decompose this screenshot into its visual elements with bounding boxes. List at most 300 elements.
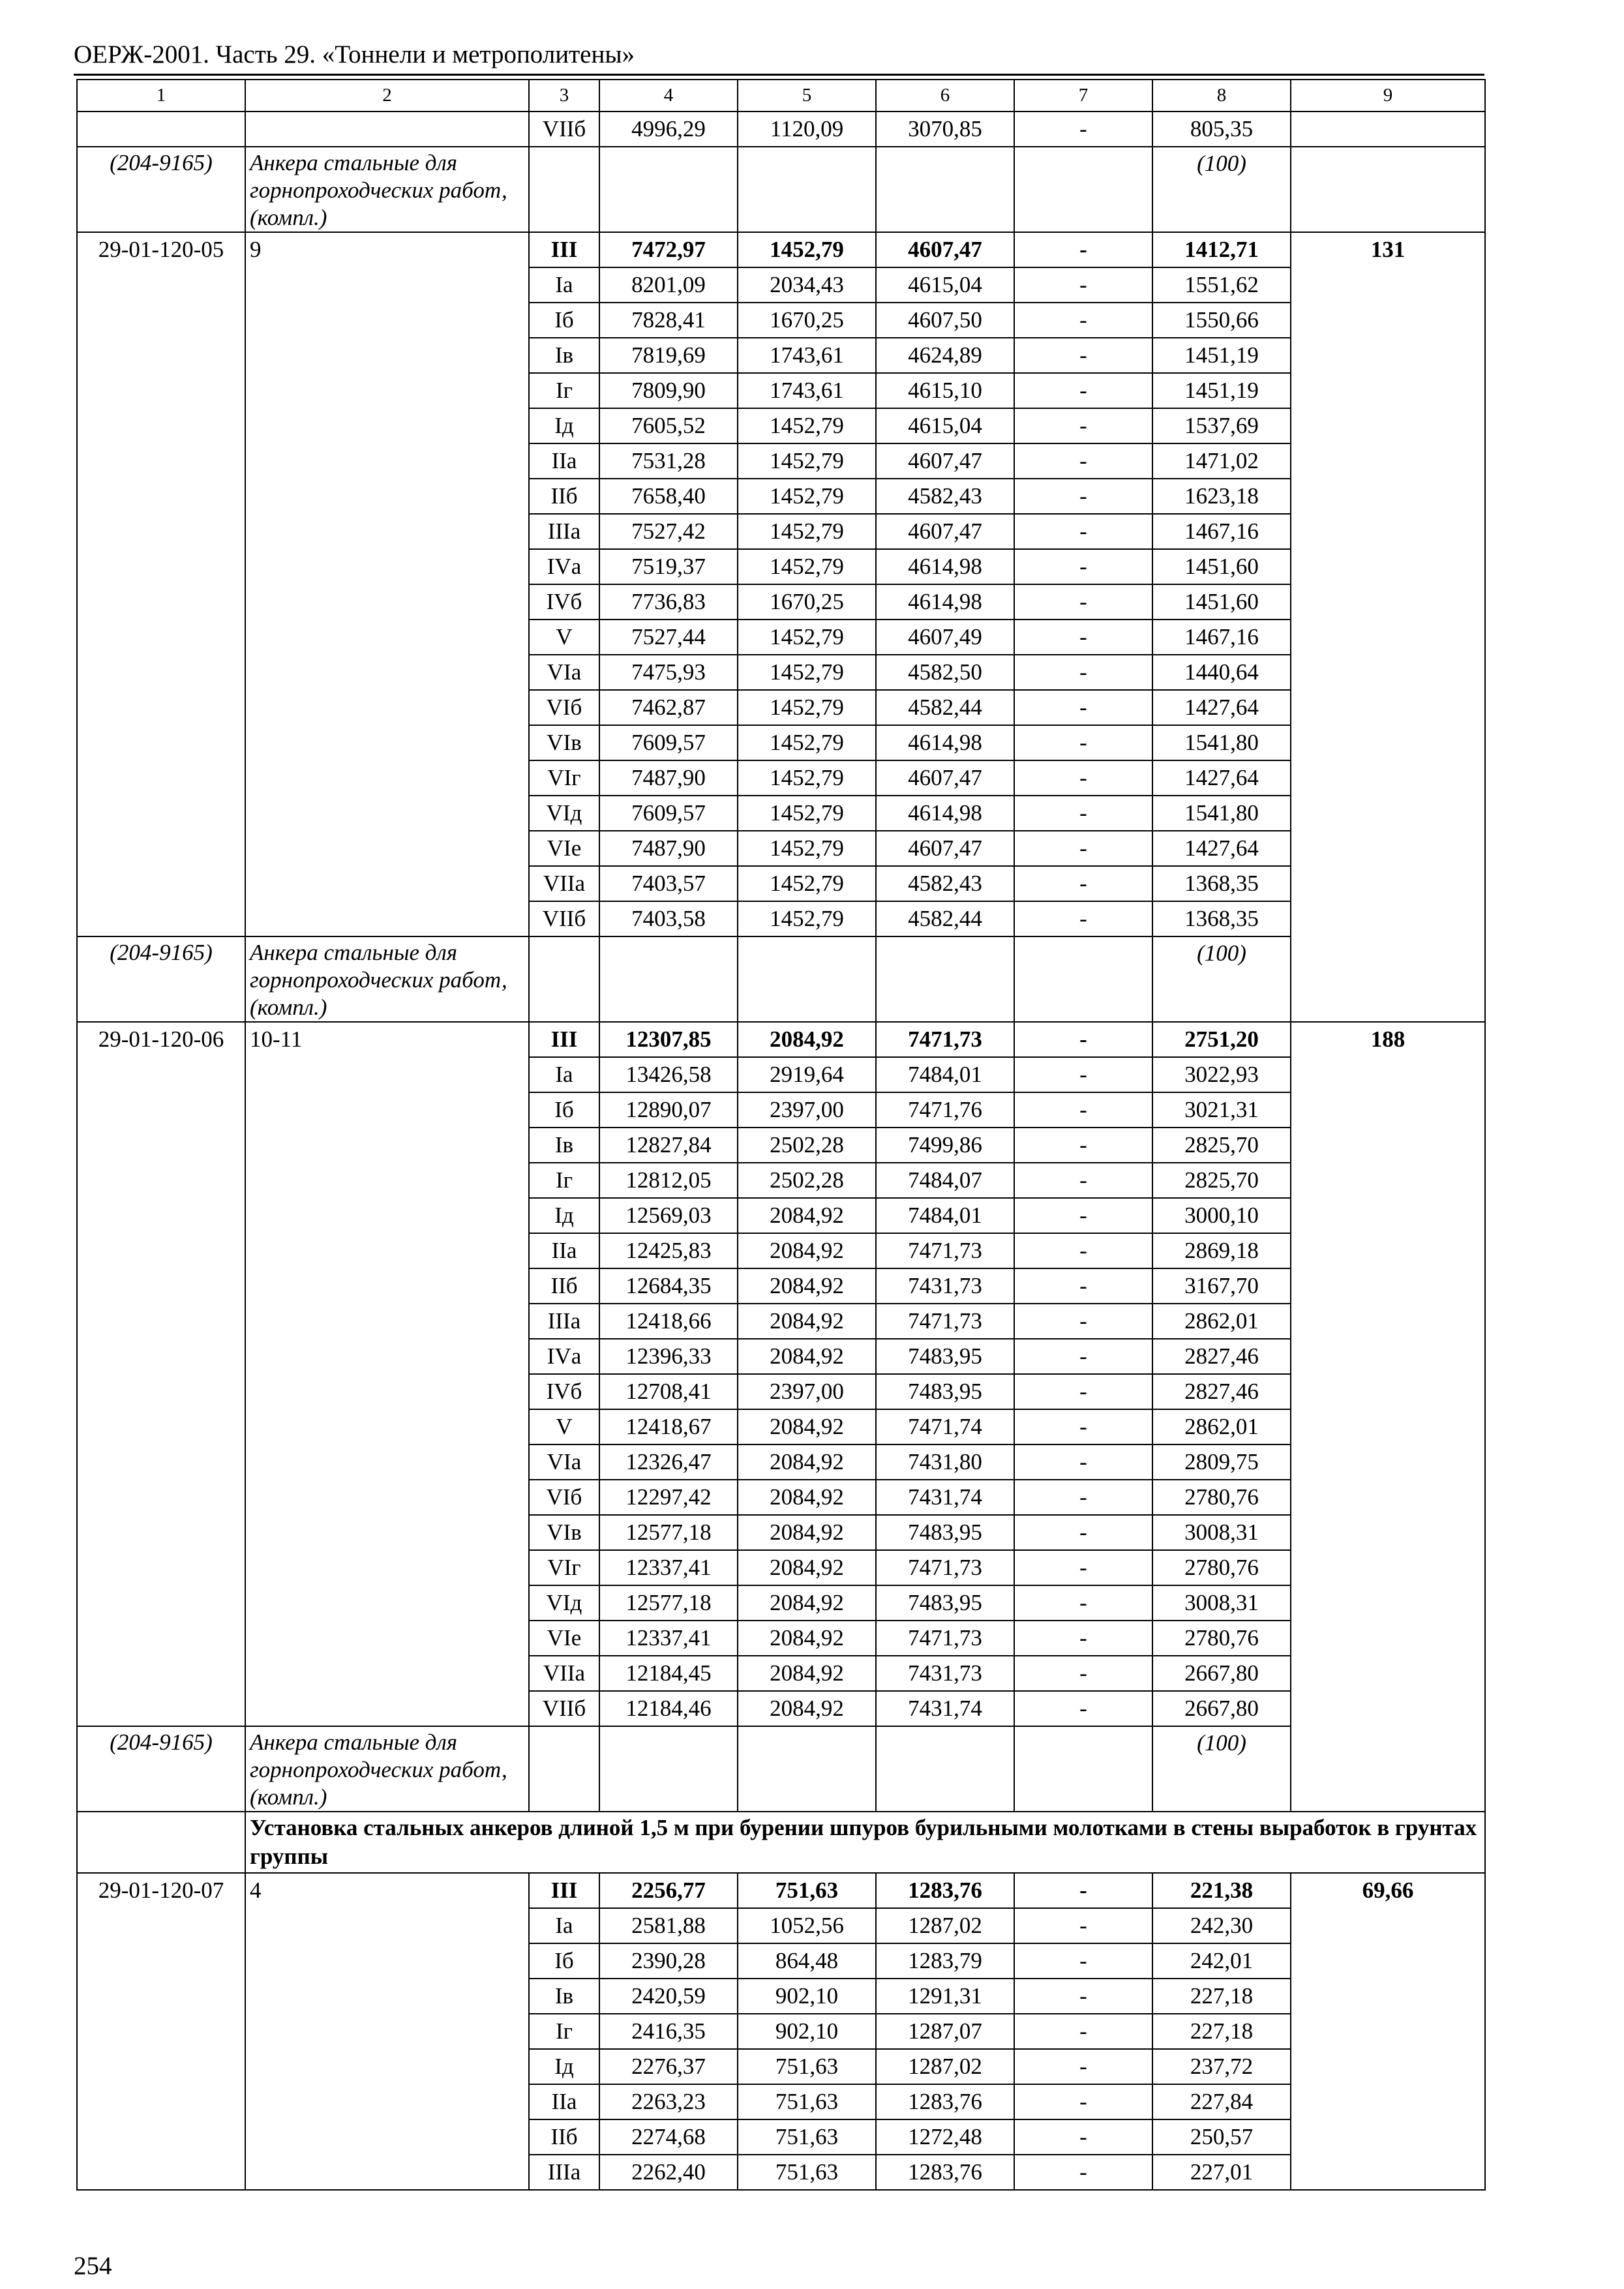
continuation-anchor-row — [77, 147, 1485, 232]
wages: 1052,56 — [738, 1908, 876, 1943]
driver-wages: - — [1014, 1339, 1152, 1374]
machine-cost: 1283,76 — [876, 1873, 1014, 1908]
driver-wages: - — [1014, 443, 1152, 479]
total-cost: 12569,03 — [599, 1198, 738, 1233]
wages: 1452,79 — [738, 831, 876, 866]
machine-cost: 4582,43 — [876, 866, 1014, 901]
machine-cost: 7471,73 — [876, 1022, 1014, 1057]
total-cost: 7487,90 — [599, 760, 738, 796]
wages: 751,63 — [738, 2049, 876, 2084]
materials-cost: 1427,64 — [1152, 831, 1291, 866]
driver-wages: - — [1014, 1374, 1152, 1409]
anchor-code: (204-9165) — [77, 936, 245, 1022]
materials-cost: 3008,31 — [1152, 1515, 1291, 1550]
total-cost: 7472,97 — [599, 232, 738, 267]
tunnel-class: IIа — [529, 2084, 599, 2119]
total-cost: 7605,52 — [599, 408, 738, 443]
driver-wages: - — [1014, 1943, 1152, 1979]
cell-empty — [738, 936, 876, 1022]
wages: 1452,79 — [738, 725, 876, 760]
materials-cost: 2825,70 — [1152, 1128, 1291, 1163]
driver-wages: - — [1014, 1444, 1152, 1480]
driver-wages: - — [1014, 479, 1152, 514]
driver-wages: - — [1014, 1480, 1152, 1515]
total-cost: 7487,90 — [599, 831, 738, 866]
materials-cost: 1427,64 — [1152, 690, 1291, 725]
materials-cost: 3022,93 — [1152, 1057, 1291, 1092]
machine-cost: 3070,85 — [876, 112, 1014, 147]
column-number: 8 — [1152, 80, 1291, 112]
tunnel-class: IIIа — [529, 514, 599, 549]
materials-cost: 2869,18 — [1152, 1233, 1291, 1268]
driver-wages: - — [1014, 1979, 1152, 2014]
driver-wages: - — [1014, 866, 1152, 901]
block-29-01-120-07-row — [77, 1873, 1485, 1908]
tunnel-class: IVа — [529, 1339, 599, 1374]
total-cost: 12184,46 — [599, 1691, 738, 1726]
cell-empty — [245, 112, 529, 147]
tunnel-class: IIа — [529, 443, 599, 479]
total-cost: 13426,58 — [599, 1057, 738, 1092]
materials-cost: 227,18 — [1152, 2014, 1291, 2049]
machine-cost: 4615,10 — [876, 373, 1014, 408]
anchor-text: Анкера стальные для горнопроходческих работ, (компл.) — [245, 936, 529, 1022]
tunnel-class: Iг — [529, 373, 599, 408]
total-cost: 7475,93 — [599, 655, 738, 690]
wages: 751,63 — [738, 2084, 876, 2119]
machine-cost: 7484,01 — [876, 1198, 1014, 1233]
column-number: 6 — [876, 80, 1014, 112]
driver-wages: - — [1014, 584, 1152, 620]
materials-cost: 1467,16 — [1152, 620, 1291, 655]
wages: 902,10 — [738, 1979, 876, 2014]
total-cost: 12337,41 — [599, 1621, 738, 1656]
materials-cost: 1623,18 — [1152, 479, 1291, 514]
total-cost: 2416,35 — [599, 2014, 738, 2049]
materials-cost: 237,72 — [1152, 2049, 1291, 2084]
driver-wages: - — [1014, 1656, 1152, 1691]
materials-cost: 2780,76 — [1152, 1480, 1291, 1515]
driver-wages: - — [1014, 232, 1152, 267]
materials-cost: 2809,75 — [1152, 1444, 1291, 1480]
tunnel-class: IVб — [529, 584, 599, 620]
materials-cost: 1541,80 — [1152, 796, 1291, 831]
wages: 1452,79 — [738, 655, 876, 690]
tunnel-class: VIв — [529, 1515, 599, 1550]
tunnel-class: Iа — [529, 1908, 599, 1943]
machine-cost: 4607,47 — [876, 831, 1014, 866]
tunnel-class: VIд — [529, 796, 599, 831]
column-number: 9 — [1291, 80, 1485, 112]
machine-cost: 7499,86 — [876, 1128, 1014, 1163]
machine-cost: 4614,98 — [876, 584, 1014, 620]
total-cost: 2390,28 — [599, 1943, 738, 1979]
column-number: 2 — [245, 80, 529, 112]
tunnel-class: IIIа — [529, 2155, 599, 2190]
driver-wages: - — [1014, 1585, 1152, 1621]
wages: 2084,92 — [738, 1550, 876, 1585]
materials-cost: 3000,10 — [1152, 1198, 1291, 1233]
tunnel-class: IIб — [529, 1268, 599, 1304]
driver-wages: - — [1014, 2014, 1152, 2049]
total-cost: 7403,58 — [599, 901, 738, 936]
anchor-text: Анкера стальные для горнопроходческих работ, (компл.) — [245, 1726, 529, 1812]
machine-cost: 4582,43 — [876, 479, 1014, 514]
cell-empty — [1014, 936, 1152, 1022]
wages: 1452,79 — [738, 479, 876, 514]
tunnel-class: VIе — [529, 831, 599, 866]
machine-cost: 4614,98 — [876, 796, 1014, 831]
driver-wages: - — [1014, 2155, 1152, 2190]
driver-wages: - — [1014, 1409, 1152, 1444]
page-number: 254 — [74, 2252, 112, 2280]
block-29-01-120-05-anchor-row — [77, 936, 1485, 1022]
materials-cost: 1451,19 — [1152, 338, 1291, 373]
total-cost: 2274,68 — [599, 2119, 738, 2155]
machine-cost: 4607,47 — [876, 760, 1014, 796]
driver-wages: - — [1014, 655, 1152, 690]
driver-wages: - — [1014, 1092, 1152, 1128]
wages: 2084,92 — [738, 1444, 876, 1480]
total-cost: 12307,85 — [599, 1022, 738, 1057]
total-cost: 2420,59 — [599, 1979, 738, 2014]
machine-cost: 4607,50 — [876, 303, 1014, 338]
materials-cost: 1451,19 — [1152, 373, 1291, 408]
wages: 2397,00 — [738, 1092, 876, 1128]
tunnel-class: Iд — [529, 408, 599, 443]
total-cost: 2256,77 — [599, 1873, 738, 1908]
total-cost: 7609,57 — [599, 725, 738, 760]
machine-cost: 7483,95 — [876, 1515, 1014, 1550]
machine-cost: 7483,95 — [876, 1339, 1014, 1374]
driver-wages: - — [1014, 1233, 1152, 1268]
section-title-row — [77, 1812, 1485, 1873]
driver-wages: - — [1014, 408, 1152, 443]
driver-wages: - — [1014, 796, 1152, 831]
driver-wages: - — [1014, 1304, 1152, 1339]
machine-cost: 4607,49 — [876, 620, 1014, 655]
wages: 2084,92 — [738, 1022, 876, 1057]
cell-empty — [1014, 1726, 1152, 1812]
driver-wages: - — [1014, 303, 1152, 338]
block-29-01-120-05-row — [77, 232, 1485, 267]
materials-cost: 1451,60 — [1152, 549, 1291, 584]
cell-empty — [529, 1726, 599, 1812]
materials-cost: 242,01 — [1152, 1943, 1291, 1979]
tunnel-class: IIIа — [529, 1304, 599, 1339]
driver-wages: - — [1014, 2119, 1152, 2155]
driver-wages: - — [1014, 1128, 1152, 1163]
total-cost: 12418,66 — [599, 1304, 738, 1339]
labor-cost: 188 — [1291, 1022, 1485, 1812]
wages: 2084,92 — [738, 1515, 876, 1550]
machine-cost: 7431,73 — [876, 1268, 1014, 1304]
wages: 2084,92 — [738, 1480, 876, 1515]
wages: 2084,92 — [738, 1304, 876, 1339]
wages: 2084,92 — [738, 1585, 876, 1621]
wages: 2084,92 — [738, 1233, 876, 1268]
tunnel-class: VIIа — [529, 866, 599, 901]
wages: 1670,25 — [738, 584, 876, 620]
machine-cost: 1272,48 — [876, 2119, 1014, 2155]
anchor-amount: (100) — [1152, 936, 1291, 1022]
tunnel-class: Iд — [529, 2049, 599, 2084]
machine-cost: 1287,02 — [876, 1908, 1014, 1943]
machine-cost: 4615,04 — [876, 267, 1014, 303]
driver-wages: - — [1014, 831, 1152, 866]
wages: 2084,92 — [738, 1339, 876, 1374]
materials-cost: 2825,70 — [1152, 1163, 1291, 1198]
cell-empty — [738, 1726, 876, 1812]
anchor-amount: (100) — [1152, 147, 1291, 232]
machine-cost: 4607,47 — [876, 443, 1014, 479]
driver-wages: - — [1014, 112, 1152, 147]
column-number: 4 — [599, 80, 738, 112]
tunnel-class: IVб — [529, 1374, 599, 1409]
machine-cost: 4614,98 — [876, 549, 1014, 584]
wages: 2084,92 — [738, 1621, 876, 1656]
rate-code: 29-01-120-07 — [77, 1873, 245, 2190]
tunnel-class: IVа — [529, 549, 599, 584]
materials-cost: 242,30 — [1152, 1908, 1291, 1943]
cell-empty — [599, 147, 738, 232]
wages: 2919,64 — [738, 1057, 876, 1092]
materials-cost: 3167,70 — [1152, 1268, 1291, 1304]
driver-wages: - — [1014, 373, 1152, 408]
tunnel-class: Iа — [529, 267, 599, 303]
total-cost: 12577,18 — [599, 1585, 738, 1621]
cell-empty — [1291, 112, 1485, 147]
tunnel-class: III — [529, 1873, 599, 1908]
materials-cost: 1467,16 — [1152, 514, 1291, 549]
materials-cost: 227,01 — [1152, 2155, 1291, 2190]
driver-wages: - — [1014, 760, 1152, 796]
tunnel-class: V — [529, 1409, 599, 1444]
wages: 1452,79 — [738, 620, 876, 655]
machine-cost: 7484,01 — [876, 1057, 1014, 1092]
total-cost: 12684,35 — [599, 1268, 738, 1304]
materials-cost: 1537,69 — [1152, 408, 1291, 443]
wages: 2084,92 — [738, 1691, 876, 1726]
total-cost: 7403,57 — [599, 866, 738, 901]
machine-cost: 7431,74 — [876, 1691, 1014, 1726]
tunnel-class: IIа — [529, 1233, 599, 1268]
tunnel-class: Iд — [529, 1198, 599, 1233]
machine-cost: 1283,79 — [876, 1943, 1014, 1979]
tunnel-class: VIг — [529, 1550, 599, 1585]
block-29-01-120-06-row — [77, 1022, 1485, 1057]
tunnel-class: Iв — [529, 338, 599, 373]
wages: 2397,00 — [738, 1374, 876, 1409]
total-cost: 12708,41 — [599, 1374, 738, 1409]
materials-cost: 2667,80 — [1152, 1656, 1291, 1691]
total-cost: 12337,41 — [599, 1550, 738, 1585]
total-cost: 2581,88 — [599, 1908, 738, 1943]
wages: 1452,79 — [738, 232, 876, 267]
machine-cost: 4607,47 — [876, 232, 1014, 267]
total-cost: 12890,07 — [599, 1092, 738, 1128]
tunnel-class: VIб — [529, 690, 599, 725]
wages: 2084,92 — [738, 1656, 876, 1691]
cell-empty — [738, 147, 876, 232]
tunnel-class: VIб — [529, 1480, 599, 1515]
total-cost: 12812,05 — [599, 1163, 738, 1198]
total-cost: 12297,42 — [599, 1480, 738, 1515]
cell-empty — [876, 147, 1014, 232]
cell-empty — [1014, 147, 1152, 232]
cell-empty — [876, 936, 1014, 1022]
total-cost: 7809,90 — [599, 373, 738, 408]
machine-cost: 7484,07 — [876, 1163, 1014, 1198]
total-cost: 7658,40 — [599, 479, 738, 514]
materials-cost: 3021,31 — [1152, 1092, 1291, 1128]
anchor-code: (204-9165) — [77, 147, 245, 232]
wages: 2502,28 — [738, 1163, 876, 1198]
total-cost: 2276,37 — [599, 2049, 738, 2084]
section-title: Установка стальных анкеров длиной 1,5 м при бурении шпуров бурильными молотками в стены выработок в грунтах группы — [245, 1812, 1485, 1873]
machine-cost: 7471,73 — [876, 1233, 1014, 1268]
cell-empty — [599, 936, 738, 1022]
total-cost: 2262,40 — [599, 2155, 738, 2190]
driver-wages: - — [1014, 1908, 1152, 1943]
labor-cost: 69,66 — [1291, 1873, 1485, 2190]
machine-cost: 4582,50 — [876, 655, 1014, 690]
tunnel-class: VIв — [529, 725, 599, 760]
wages: 2502,28 — [738, 1128, 876, 1163]
total-cost: 7527,42 — [599, 514, 738, 549]
labor-cost: 131 — [1291, 232, 1485, 1022]
soil-group: 10-11 — [245, 1022, 529, 1726]
tunnel-class: Iв — [529, 1979, 599, 2014]
machine-cost: 4582,44 — [876, 901, 1014, 936]
machine-cost: 4615,04 — [876, 408, 1014, 443]
rate-code: 29-01-120-06 — [77, 1022, 245, 1726]
total-cost: 7462,87 — [599, 690, 738, 725]
machine-cost: 7471,73 — [876, 1621, 1014, 1656]
machine-cost: 4614,98 — [876, 725, 1014, 760]
materials-cost: 2827,46 — [1152, 1374, 1291, 1409]
materials-cost: 1368,35 — [1152, 866, 1291, 901]
wages: 1452,79 — [738, 549, 876, 584]
wages: 1452,79 — [738, 514, 876, 549]
column-number: 7 — [1014, 80, 1152, 112]
total-cost: 12418,67 — [599, 1409, 738, 1444]
wages: 751,63 — [738, 2155, 876, 2190]
total-cost: 7519,37 — [599, 549, 738, 584]
total-cost: 12425,83 — [599, 1233, 738, 1268]
materials-cost: 250,57 — [1152, 2119, 1291, 2155]
wages: 1120,09 — [738, 112, 876, 147]
total-cost: 7819,69 — [599, 338, 738, 373]
tunnel-class: Iг — [529, 1163, 599, 1198]
materials-cost: 2862,01 — [1152, 1304, 1291, 1339]
driver-wages: - — [1014, 901, 1152, 936]
column-number: 1 — [77, 80, 245, 112]
machine-cost: 7471,73 — [876, 1304, 1014, 1339]
materials-cost: 1451,60 — [1152, 584, 1291, 620]
wages: 864,48 — [738, 1943, 876, 1979]
driver-wages: - — [1014, 690, 1152, 725]
tunnel-class: VIIб — [529, 1691, 599, 1726]
total-cost: 7736,83 — [599, 584, 738, 620]
materials-cost: 1471,02 — [1152, 443, 1291, 479]
machine-cost: 1291,31 — [876, 1979, 1014, 2014]
materials-cost: 1440,64 — [1152, 655, 1291, 690]
total-cost: 7828,41 — [599, 303, 738, 338]
tunnel-class: V — [529, 620, 599, 655]
driver-wages: - — [1014, 1621, 1152, 1656]
cell-empty — [529, 936, 599, 1022]
wages: 1452,79 — [738, 866, 876, 901]
total-cost: 2263,23 — [599, 2084, 738, 2119]
materials-cost: 227,84 — [1152, 2084, 1291, 2119]
total-cost: 12577,18 — [599, 1515, 738, 1550]
machine-cost: 7483,95 — [876, 1374, 1014, 1409]
driver-wages: - — [1014, 1198, 1152, 1233]
total-cost: 8201,09 — [599, 267, 738, 303]
total-cost: 4996,29 — [599, 112, 738, 147]
tunnel-class: III — [529, 232, 599, 267]
total-cost: 7527,44 — [599, 620, 738, 655]
soil-group: 4 — [245, 1873, 529, 2190]
machine-cost: 7431,80 — [876, 1444, 1014, 1480]
page-header: ОЕРЖ-2001. Часть 29. «Тоннели и метрополитены» — [74, 40, 635, 68]
total-cost: 12326,47 — [599, 1444, 738, 1480]
materials-cost: 2751,20 — [1152, 1022, 1291, 1057]
machine-cost: 7431,73 — [876, 1656, 1014, 1691]
materials-cost: 221,38 — [1152, 1873, 1291, 1908]
cell-empty — [529, 147, 599, 232]
total-cost: 7609,57 — [599, 796, 738, 831]
column-number: 3 — [529, 80, 599, 112]
tunnel-class: VIг — [529, 760, 599, 796]
anchor-text: Анкера стальные для горнопроходческих работ, (компл.) — [245, 147, 529, 232]
wages: 1452,79 — [738, 408, 876, 443]
driver-wages: - — [1014, 620, 1152, 655]
driver-wages: - — [1014, 725, 1152, 760]
machine-cost: 1287,02 — [876, 2049, 1014, 2084]
rates-table — [76, 79, 1486, 2191]
anchor-code: (204-9165) — [77, 1726, 245, 1812]
driver-wages: - — [1014, 338, 1152, 373]
materials-cost: 1368,35 — [1152, 901, 1291, 936]
materials-cost: 227,18 — [1152, 1979, 1291, 2014]
machine-cost: 4582,44 — [876, 690, 1014, 725]
total-cost: 12827,84 — [599, 1128, 738, 1163]
machine-cost: 1287,07 — [876, 2014, 1014, 2049]
machine-cost: 7471,74 — [876, 1409, 1014, 1444]
machine-cost: 7483,95 — [876, 1585, 1014, 1621]
wages: 1452,79 — [738, 443, 876, 479]
wages: 2084,92 — [738, 1198, 876, 1233]
tunnel-class: IIб — [529, 479, 599, 514]
driver-wages: - — [1014, 2049, 1152, 2084]
driver-wages: - — [1014, 514, 1152, 549]
wages: 1452,79 — [738, 690, 876, 725]
column-number-row — [77, 80, 1485, 112]
driver-wages: - — [1014, 1057, 1152, 1092]
materials-cost: 2780,76 — [1152, 1621, 1291, 1656]
tunnel-class: Iб — [529, 1943, 599, 1979]
tunnel-class: VIе — [529, 1621, 599, 1656]
wages: 1743,61 — [738, 373, 876, 408]
wages: 2084,92 — [738, 1268, 876, 1304]
materials-cost: 1550,66 — [1152, 303, 1291, 338]
driver-wages: - — [1014, 1268, 1152, 1304]
driver-wages: - — [1014, 549, 1152, 584]
soil-group: 9 — [245, 232, 529, 936]
tunnel-class: Iб — [529, 303, 599, 338]
